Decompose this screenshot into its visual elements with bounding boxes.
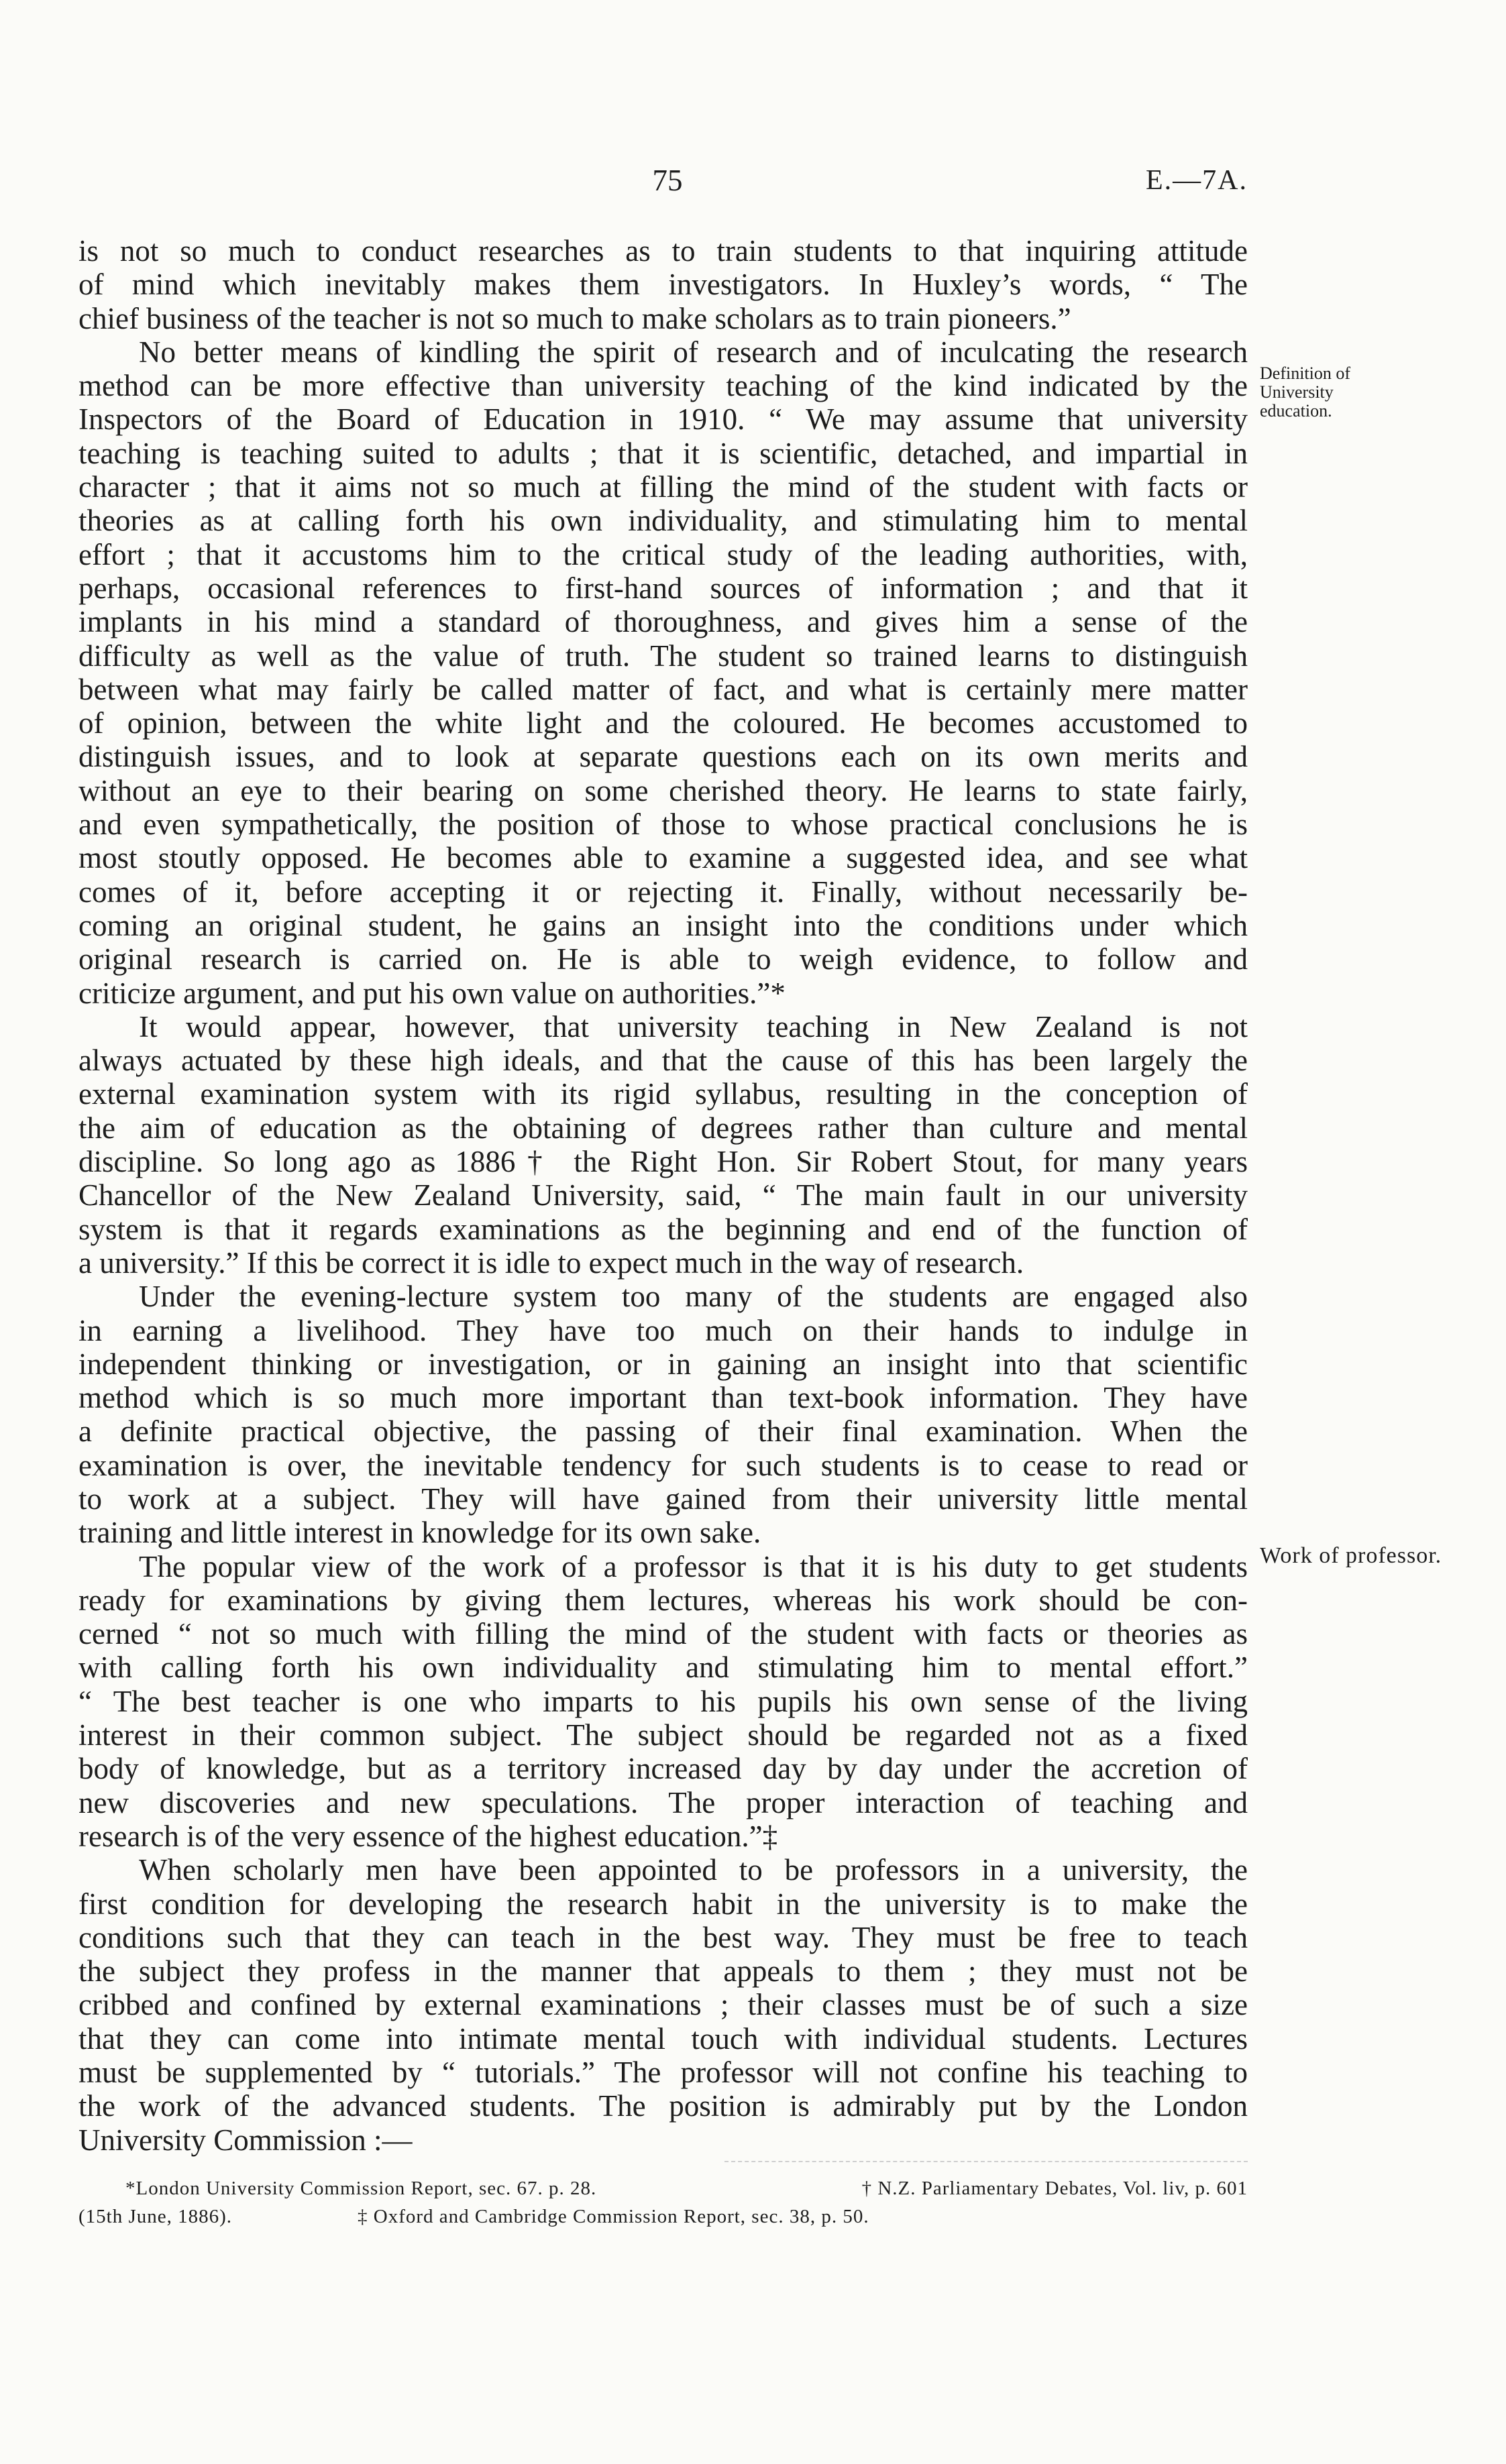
body-line: coming an original student, he gains an insight into the conditions under which (78, 908, 1248, 942)
body-line: ready for examinations by giving them lectures, whereas his work should be con- (78, 1583, 1248, 1617)
body-line: method can be more effective than university teaching of the kind indicated by the (78, 369, 1248, 403)
body-line: a university.” If this be correct it is idle to expect much in the way of research. (78, 1245, 1024, 1280)
body-line: without an eye to their bearing on some cherished theory. He learns to state fairly, (78, 773, 1248, 807)
body-line: “ The best teacher is one who imparts to his pupils his own sense of the living (78, 1684, 1248, 1718)
body-line: between what may fairly be called matter of fact, and what is certainly mere matter (78, 672, 1248, 706)
margin-note-definition (1260, 364, 1350, 421)
body-line: The popular view of the work of a professor is that it is his duty to get students (139, 1549, 1248, 1583)
body-line: independent thinking or investigation, or in gaining an insight into that scientific (78, 1347, 1248, 1381)
body-line: No better means of kindling the spirit of research and of inculcating the research (139, 335, 1248, 369)
margin-note-line: Work of professor. (1260, 1543, 1442, 1568)
body-line: most stoutly opposed. He becomes able to examine a suggested idea, and see what (78, 841, 1248, 875)
margin-note-work-of-professor (1260, 1543, 1442, 1569)
page-number: 75 (652, 164, 683, 197)
body-line: training and little interest in knowledge for its own sake. (78, 1516, 761, 1550)
body-line: perhaps, occasional references to first-hand sources of information ; and that it (78, 571, 1248, 605)
paragraph (78, 1550, 1248, 1854)
body-line: is not so much to conduct researches as to train students to that inquiring attitude (78, 234, 1248, 268)
body-line: of mind which inevitably makes them investigators. In Huxley’s words, “ The (78, 268, 1248, 302)
footnote-parliamentary-debates: † N.Z. Parliamentary Debates, Vol. liv, p. 601 (861, 2178, 1248, 2199)
body-line: Under the evening-lecture system too many of the students are engaged also (139, 1280, 1248, 1314)
body-line: original research is carried on. He is able to weigh evidence, to follow and (78, 942, 1248, 976)
margin-note-line: University (1260, 382, 1334, 402)
body-line: research is of the very essence of the highest education.”‡ (78, 1819, 778, 1853)
body-line: in earning a livelihood. They have too much on their hands to indulge in (78, 1313, 1248, 1347)
paragraph (78, 1280, 1248, 1549)
body-line: the work of the advanced students. The position is admirably put by the London (78, 2089, 1248, 2123)
body-line: theories as at calling forth his own individuality, and stimulating him to mental (78, 504, 1248, 538)
body-line: examination is over, the inevitable tendency for such students is to cease to read or (78, 1448, 1248, 1482)
body-line: It would appear, however, that university teaching in New Zealand is not (139, 1009, 1248, 1044)
body-line: to work at a subject. They will have gained from their university little mental (78, 1481, 1248, 1516)
body-line: When scholarly men have been appointed to be professors in a university, the (139, 1853, 1248, 1887)
body-line: with calling forth his own individuality and stimulating him to mental effort.” (78, 1650, 1248, 1685)
body-line: criticize argument, and put his own value on authorities.”* (78, 976, 786, 1010)
body-line: external examination system with its rigid syllabus, resulting in the conception of (78, 1077, 1248, 1111)
footnote-rule (724, 2161, 1248, 2162)
body-line: implants in his mind a standard of thoroughness, and gives him a sense of the (78, 605, 1248, 639)
body-line: discipline. So long ago as 1886† the Right Hon. Sir Robert Stout, for many years (78, 1145, 1248, 1179)
paragraph (78, 335, 1248, 1010)
body-line: cribbed and confined by external examinations ; their classes must be of such a size (78, 1988, 1248, 2022)
paragraph (78, 1010, 1248, 1280)
body-line: Inspectors of the Board of Education in 1910. “ We may assume that university (78, 402, 1248, 437)
body-line: that they can come into intimate mental touch with individual students. Lectures (78, 2021, 1248, 2056)
body-line: cerned “ not so much with filling the mind of the student with facts or theories as (78, 1617, 1248, 1651)
body-line: distinguish issues, and to look at separate questions each on its own merits and (78, 740, 1248, 774)
paragraph (78, 234, 1248, 335)
body-line: system is that it regards examinations as the beginning and end of the function of (78, 1212, 1248, 1246)
footnote-london-commission: *London University Commission Report, sec. 67. p. 28. (125, 2178, 597, 2199)
body-line: interest in their common subject. The subject should be regarded not as a fixed (78, 1718, 1248, 1752)
body-line: body of knowledge, but as a territory increased day by day under the accretion of (78, 1752, 1248, 1786)
body-line: and even sympathetically, the position of those to whose practical conclusions he is (78, 807, 1248, 842)
body-line: effort ; that it accustoms him to the critical study of the leading authorities, with, (78, 537, 1248, 571)
body-line: must be supplemented by “ tutorials.” The professor will not confine his teaching to (78, 2056, 1248, 2090)
margin-note-line: Definition of (1260, 363, 1351, 383)
body-line: first condition for developing the research habit in the university is to make the (78, 1887, 1248, 1921)
body-line: always actuated by these high ideals, and that the cause of this has been largely the (78, 1044, 1248, 1078)
footnote-parliamentary-debates-date: (15th June, 1886). (78, 2206, 233, 2227)
body-line: method which is so much more important than text-book information. They have (78, 1381, 1248, 1415)
body-line: a definite practical objective, the passing of their final examination. When the (78, 1414, 1248, 1449)
body-line: University Commission :— (78, 2123, 413, 2157)
body-line: character ; that it aims not so much at filling the mind of the student with facts or (78, 470, 1248, 504)
body-line: Chancellor of the New Zealand University, said, “ The main fault in our university (78, 1178, 1248, 1213)
body-line: of opinion, between the white light and the coloured. He becomes accustomed to (78, 706, 1248, 740)
body-line: new discoveries and new speculations. The proper interaction of teaching and (78, 1785, 1248, 1819)
document-reference: E.—7A. (1146, 165, 1248, 196)
body-line: teaching is teaching suited to adults ; that it is scientific, detached, and impartial in (78, 436, 1248, 470)
margin-note-line: education. (1260, 401, 1332, 421)
body-line: difficulty as well as the value of truth. The student so trained learns to distinguish (78, 638, 1248, 673)
body-line: comes of it, before accepting it or rejecting it. Finally, without necessarily be- (78, 875, 1248, 909)
body-line: the aim of education as the obtaining of degrees rather than culture and mental (78, 1111, 1248, 1145)
paragraph (78, 1853, 1248, 2157)
body-line: conditions such that they can teach in the best way. They must be free to teach (78, 1920, 1248, 1954)
body-text (78, 234, 1248, 2157)
body-line: the subject they profess in the manner that appeals to them ; they must not be (78, 1954, 1248, 1989)
body-line: chief business of the teacher is not so much to make scholars as to train pioneers.” (78, 301, 1071, 335)
footnote-oxford-cambridge-commission: ‡ Oxford and Cambridge Commission Report, sec. 38, p. 50. (358, 2206, 869, 2227)
